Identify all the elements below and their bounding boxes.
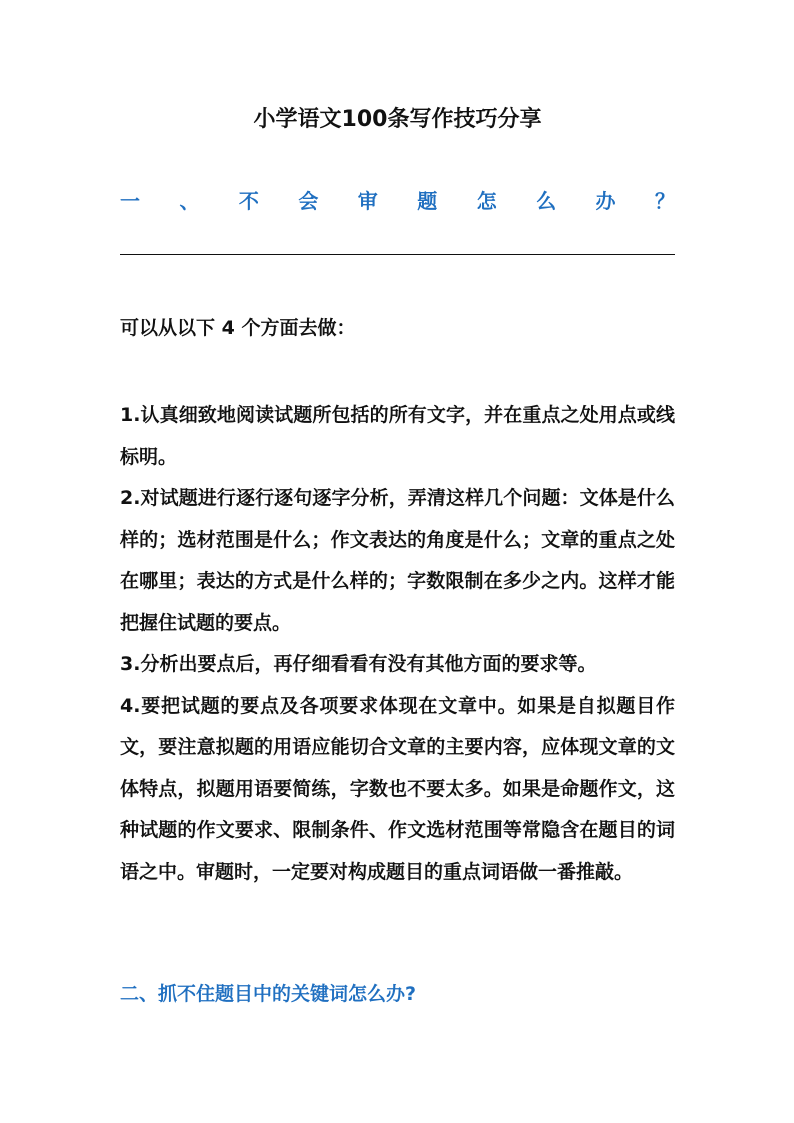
heading-char: ？ <box>654 189 675 213</box>
paragraph-2: 2.对试题进行逐行逐句逐字分析，弄清这样几个问题：文体是什么样的；选材范围是什么；作文表达的角度是什么；文章的重点之处在哪里；表达的方式是什么样的；字数限制在多少之内。这样才能把握住试题的要点。 <box>120 487 675 634</box>
heading-char: 办 <box>595 189 616 213</box>
heading-char: 怎 <box>476 189 497 213</box>
paragraph-1: 1.认真细致地阅读试题所包括的所有文字，并在重点之处用点或线标明。 <box>120 404 675 468</box>
heading-char: 会 <box>298 189 319 213</box>
paragraph-4: 4.要把试题的要点及各项要求体现在文章中。如果是自拟题目作文，要注意拟题的用语应能切合文章的主要内容，应体现文章的文体特点，拟题用语要简练，字数也不要太多。如果是命题作文，这种试题的作文要求、限制条件、作文选材范围等常隐含在题目的词语之中。审题时，一定要对构成题目的重点词语做一番推敲。 <box>120 694 675 883</box>
heading-char: 题 <box>417 189 438 213</box>
section-heading-2: 二、抓不住题目中的关键词怎么办? <box>120 983 417 1005</box>
intro-text: 可以从以下 4 个方面去做： <box>120 317 356 339</box>
body-text <box>120 395 675 893</box>
section-divider <box>120 254 675 255</box>
document-page <box>120 0 675 1123</box>
heading-char: 么 <box>536 189 557 213</box>
paragraph-3: 3.分析出要点后，再仔细看看有没有其他方面的要求等。 <box>120 653 597 675</box>
heading-char: 不 <box>238 189 259 213</box>
document-title: 小学语文100条写作技巧分享 <box>253 107 542 132</box>
heading-char: 、 <box>179 189 200 213</box>
heading-char: 一 <box>120 189 140 213</box>
section-heading-1 <box>120 186 675 216</box>
heading-char: 审 <box>357 189 378 213</box>
